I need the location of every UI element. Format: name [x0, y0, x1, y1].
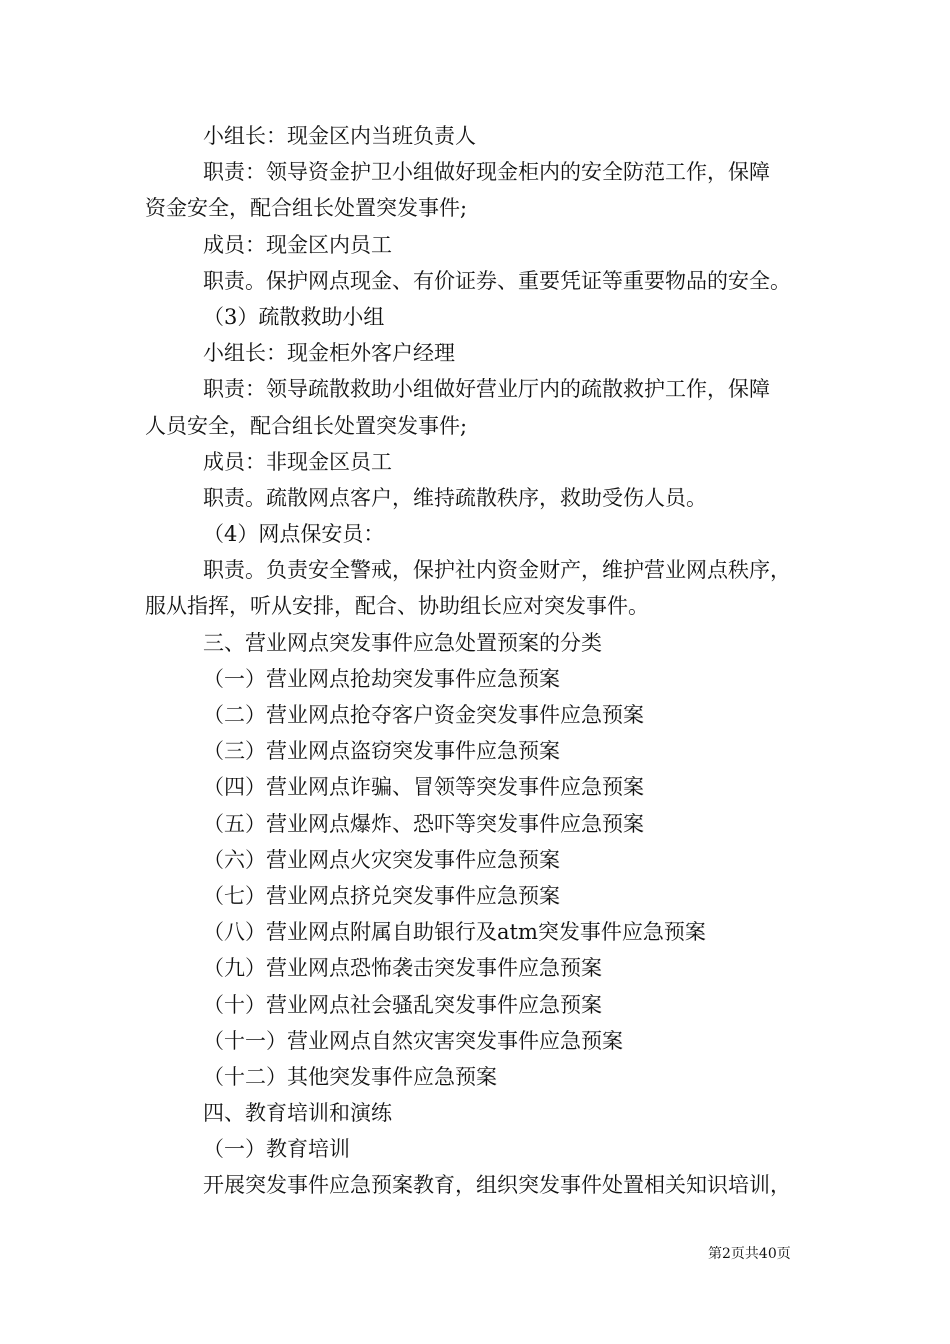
text-line: （3）疏散救助小组: [203, 304, 385, 329]
text-line: （十二）其他突发事件应急预案: [203, 1064, 497, 1089]
text-line: （4）网点保安员：: [203, 522, 385, 547]
text-line: 三、营业网点突发事件应急处置预案的分类: [203, 630, 602, 655]
text-line: 成员：非现金区员工: [203, 449, 392, 474]
text-line: 小组长：现金区内当班负责人: [203, 124, 476, 148]
text-line: 资金安全，配合组长处置突发事件;: [145, 196, 468, 221]
text-line: （十）营业网点社会骚乱突发事件应急预案: [203, 992, 602, 1017]
text-line: 四、教育培训和演练: [203, 1101, 392, 1126]
text-line: （一）营业网点抢劫突发事件应急预案: [203, 666, 560, 691]
text-line: 小组长：现金柜外客户经理: [203, 341, 455, 366]
text-line: （八）营业网点附属自助银行及atm突发事件应急预案: [203, 920, 706, 945]
text-line: （二）营业网点抢夺客户资金突发事件应急预案: [203, 703, 644, 727]
text-line: （九）营业网点恐怖袭击突发事件应急预案: [203, 956, 602, 981]
text-line: （六）营业网点火灾突发事件应急预案: [203, 847, 560, 872]
text-line: （一）教育培训: [203, 1137, 350, 1162]
document-body: [145, 118, 825, 1204]
text-line: 人员安全，配合组长处置突发事件;: [145, 413, 468, 438]
text-line: 服从指挥，听从安排，配合、协助组长应对突发事件。: [145, 594, 649, 619]
text-line: 成员：现金区内员工: [203, 232, 392, 257]
text-line: 职责。保护网点现金、有价证券、重要凭证等重要物品的安全。: [203, 268, 791, 293]
text-line: 职责：领导资金护卫小组做好现金柜内的安全防范工作，保障: [203, 160, 770, 185]
text-line: 职责。疏散网点客户，维持疏散秩序，救助受伤人员。: [203, 485, 707, 510]
page-number: 第2页共40页: [708, 1246, 791, 1262]
text-line: （七）营业网点挤兑突发事件应急预案: [203, 883, 560, 908]
text-line: （三）营业网点盗窃突发事件应急预案: [203, 739, 560, 764]
text-line: 职责。负责安全警戒，保护社内资金财产，维护营业网点秩序，: [203, 558, 791, 583]
text-line: （十一）营业网点自然灾害突发事件应急预案: [203, 1028, 623, 1053]
text-line: 开展突发事件应急预案教育，组织突发事件处置相关知识培训，: [203, 1173, 791, 1198]
text-line: （五）营业网点爆炸、恐吓等突发事件应急预案: [203, 811, 644, 836]
text-line: （四）营业网点诈骗、冒领等突发事件应急预案: [203, 775, 644, 800]
text-line: 职责：领导疏散救助小组做好营业厅内的疏散救护工作，保障: [203, 377, 770, 402]
